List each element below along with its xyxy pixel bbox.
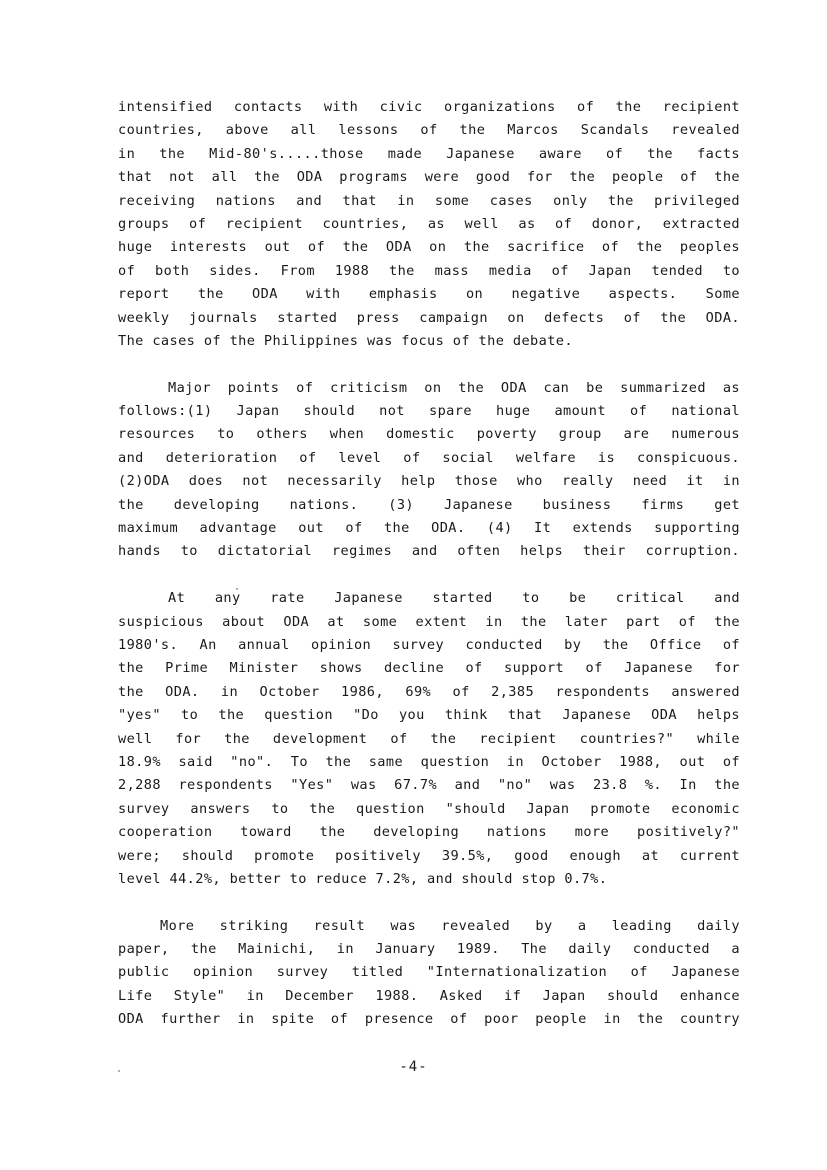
text-line: The cases of the Philippines was focus of the debate. — [118, 332, 573, 349]
text-line: level 44.2%, better to reduce 7.2%, and should stop 0.7%. — [118, 870, 608, 887]
text-line: Life Style" in December 1988. Asked if Japan should enhance — [118, 987, 740, 1004]
text-line: report the ODA with emphasis on negative aspects. Some — [118, 286, 740, 303]
text-line: suspicious about ODA at some extent in the later part of the — [118, 613, 740, 630]
text-line: (2)ODA does not necessarily help those who really need it in — [118, 473, 740, 490]
text-line: and deterioration of level of social welfare is conspicuous. — [118, 449, 740, 466]
text-line: of both sides. From 1988 the mass media of Japan tended to — [118, 262, 740, 279]
text-line: maximum advantage out of the ODA. (4) It extends supporting — [118, 520, 740, 537]
text-line: 18.9% said "no". To the same question in October 1988, out of — [118, 753, 740, 770]
text-line: ODA further in spite of presence of poor people in the country — [118, 1011, 740, 1028]
text-line: huge interests out of the ODA on the sacrifice of the peoples — [118, 239, 740, 256]
paragraph-3 — [118, 587, 740, 891]
text-line: public opinion survey titled "Internationalization of Japanese — [118, 964, 740, 981]
scan-speck — [236, 588, 238, 590]
text-line: cooperation toward the developing nations more positively?" — [118, 824, 740, 841]
text-line: the Prime Minister shows decline of support of Japanese for — [118, 660, 740, 677]
text-line: 2,288 respondents "Yes" was 67.7% and "no" was 23.8 %. In the — [118, 777, 740, 794]
text-line: 1980's. An annual opinion survey conducted by the Office of — [118, 636, 740, 653]
text-line: follows:(1) Japan should not spare huge amount of national — [118, 403, 740, 420]
paragraph-2 — [118, 377, 740, 564]
page-number: -4- — [399, 1059, 428, 1075]
text-line: paper, the Mainichi, in January 1989. The daily conducted a — [118, 941, 740, 958]
text-line: in the Mid-80's.....those made Japanese aware of the facts — [118, 145, 740, 162]
text-line: weekly journals started press campaign on defects of the ODA. — [118, 309, 740, 326]
text-line: the developing nations. (3) Japanese business firms get — [118, 496, 740, 513]
text-line: hands to dictatorial regimes and often helps their corruption. — [118, 543, 740, 560]
text-line: the ODA. in October 1986, 69% of 2,385 respondents answered — [118, 683, 740, 700]
text-line: resources to others when domestic poverty group are numerous — [118, 426, 740, 443]
text-line: that not all the ODA programs were good for the people of the — [118, 169, 740, 186]
text-line: were; should promote positively 39.5%, good enough at current — [118, 847, 740, 864]
paragraph-1 — [118, 96, 740, 353]
text-line: "yes" to the question "Do you think that Japanese ODA helps — [118, 707, 740, 724]
text-line: survey answers to the question "should Japan promote economic — [118, 800, 740, 817]
text-line: More striking result was revealed by a leading daily — [160, 917, 740, 934]
text-line: Major points of criticism on the ODA can be summarized as — [168, 379, 740, 396]
paragraph-4 — [118, 915, 740, 1032]
text-line: well for the development of the recipient countries?" while — [118, 730, 740, 747]
text-line: receiving nations and that in some cases only the privileged — [118, 192, 740, 209]
text-line: groups of recipient countries, as well as of donor, extracted — [118, 215, 740, 232]
document-page — [118, 96, 740, 1055]
text-line: At any rate Japanese started to be critical and — [168, 590, 740, 607]
text-line: intensified contacts with civic organizations of the recipient — [118, 99, 740, 115]
text-line: countries, above all lessons of the Marcos Scandals revealed — [118, 122, 740, 139]
